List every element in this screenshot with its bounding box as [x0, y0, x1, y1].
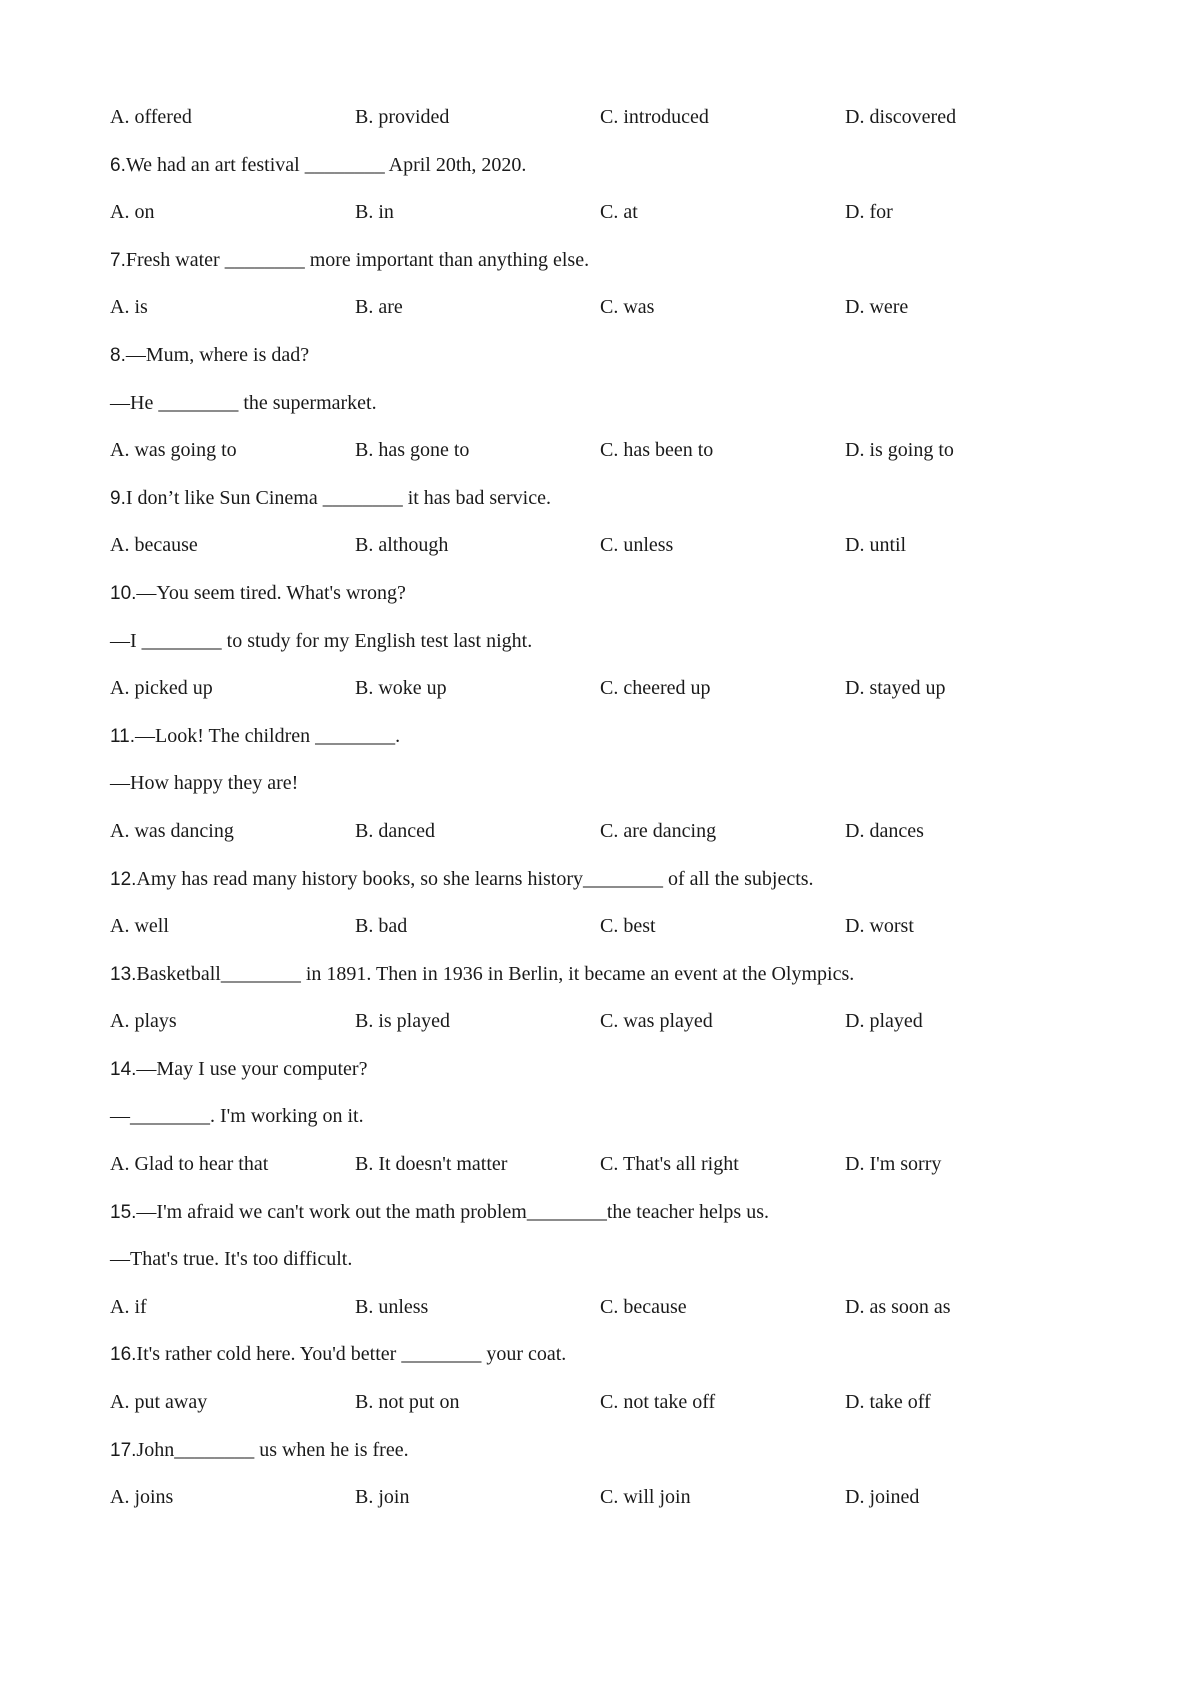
- option-a: A. if: [110, 1295, 147, 1318]
- options-row: [110, 1480, 1090, 1528]
- option-d: D. dances: [845, 819, 924, 842]
- question-13: [110, 957, 1090, 1005]
- option-d: D. were: [845, 296, 909, 319]
- option-b: B. provided: [355, 106, 450, 128]
- question-text: Amy has read many history books, so she learns history________ of all the subjects.: [136, 867, 814, 890]
- question-number: 14.: [110, 1058, 137, 1080]
- options-row: [110, 1385, 1090, 1433]
- question-number: 9.: [110, 487, 126, 509]
- options-row: [110, 528, 1090, 576]
- option-d: D. discovered: [845, 106, 957, 128]
- option-a: A. picked up: [110, 677, 213, 700]
- question-11: [110, 719, 1090, 767]
- option-a: A. was dancing: [110, 819, 234, 842]
- option-b: B. unless: [355, 1295, 429, 1318]
- question-6: [110, 148, 1090, 196]
- option-b: B. not put on: [355, 1391, 460, 1414]
- option-d: D. for: [845, 201, 893, 224]
- options-row: [110, 433, 1090, 481]
- question-10: [110, 576, 1090, 624]
- question-14: [110, 1052, 1090, 1100]
- option-d: D. until: [845, 534, 907, 557]
- option-a: A. was going to: [110, 439, 237, 462]
- option-c: C. was played: [600, 1010, 713, 1033]
- option-d: D. stayed up: [845, 677, 946, 700]
- dialogue-text: —How happy they are!: [110, 772, 299, 795]
- question-number: 7.: [110, 249, 126, 271]
- options-row: [110, 195, 1090, 243]
- option-b: B. is played: [355, 1010, 450, 1033]
- option-a: A. because: [110, 534, 198, 557]
- dialogue-text: —He ________ the supermarket.: [110, 391, 377, 414]
- dialogue-line: [110, 766, 1090, 814]
- options-row: [110, 1290, 1090, 1338]
- option-d: D. I'm sorry: [845, 1153, 942, 1176]
- question-number: 12.: [110, 868, 137, 890]
- option-d: D. is going to: [845, 439, 954, 462]
- question-text: It's rather cold here. You'd better ________ your coat.: [136, 1343, 567, 1366]
- question-number: 10.: [110, 582, 137, 604]
- option-b: B. has gone to: [355, 439, 470, 462]
- question-text: —Mum, where is dad?: [125, 343, 310, 366]
- question-text: —May I use your computer?: [136, 1057, 368, 1080]
- question-7: [110, 243, 1090, 291]
- option-c: C. was: [600, 296, 655, 319]
- options-row: [110, 100, 1090, 148]
- option-b: B. although: [355, 534, 449, 557]
- question-number: 8.: [110, 344, 126, 366]
- option-c: C. best: [600, 915, 656, 938]
- question-number: 16.: [110, 1344, 137, 1366]
- options-row: [110, 814, 1090, 862]
- option-a: A. offered: [110, 106, 192, 128]
- option-b: B. in: [355, 201, 394, 224]
- dialogue-line: [110, 386, 1090, 434]
- question-17: [110, 1433, 1090, 1481]
- question-number: 17.: [110, 1439, 137, 1461]
- question-16: [110, 1337, 1090, 1385]
- options-row: [110, 290, 1090, 338]
- question-text: —I'm afraid we can't work out the math problem________the teacher helps us.: [136, 1200, 769, 1223]
- dialogue-text: —I ________ to study for my English test last night.: [110, 629, 533, 652]
- option-a: A. well: [110, 915, 169, 938]
- option-a: A. put away: [110, 1391, 208, 1414]
- option-c: C. has been to: [600, 439, 714, 462]
- option-d: D. worst: [845, 915, 914, 938]
- option-a: A. joins: [110, 1486, 174, 1509]
- option-c: C. will join: [600, 1486, 691, 1509]
- options-row: [110, 1147, 1090, 1195]
- option-a: A. plays: [110, 1010, 177, 1033]
- option-b: B. are: [355, 296, 403, 319]
- option-c: C. unless: [600, 534, 674, 557]
- options-row: [110, 1004, 1090, 1052]
- option-c: C. That's all right: [600, 1153, 739, 1176]
- options-row: [110, 909, 1090, 957]
- question-text: Fresh water ________ more important than anything else.: [125, 248, 590, 271]
- exam-page: [110, 100, 1090, 1528]
- option-b: B. join: [355, 1486, 410, 1509]
- question-number: 13.: [110, 963, 137, 985]
- question-text: John________ us when he is free.: [136, 1438, 409, 1461]
- dialogue-text: —That's true. It's too difficult.: [110, 1248, 353, 1271]
- option-b: B. woke up: [355, 677, 447, 700]
- option-a: A. on: [110, 201, 155, 224]
- option-d: D. played: [845, 1010, 923, 1033]
- option-b: B. danced: [355, 819, 435, 842]
- question-text: —You seem tired. What's wrong?: [136, 581, 406, 604]
- options-row: [110, 671, 1090, 719]
- question-9: [110, 481, 1090, 529]
- option-c: C. at: [600, 201, 638, 224]
- question-15: [110, 1195, 1090, 1243]
- option-c: C. introduced: [600, 106, 709, 128]
- option-d: D. as soon as: [845, 1295, 951, 1318]
- option-b: B. It doesn't matter: [355, 1153, 508, 1176]
- dialogue-line: [110, 624, 1090, 672]
- option-a: A. is: [110, 296, 148, 319]
- question-8: [110, 338, 1090, 386]
- question-12: [110, 862, 1090, 910]
- option-c: C. cheered up: [600, 677, 711, 700]
- option-b: B. bad: [355, 915, 408, 938]
- option-c: C. not take off: [600, 1391, 716, 1414]
- option-d: D. take off: [845, 1391, 931, 1414]
- dialogue-text: —________. I'm working on it.: [110, 1105, 364, 1128]
- option-a: A. Glad to hear that: [110, 1153, 269, 1176]
- question-text: I don’t like Sun Cinema ________ it has bad service.: [125, 486, 551, 509]
- option-c: C. because: [600, 1295, 687, 1318]
- question-text: We had an art festival ________ April 20th, 2020.: [125, 153, 527, 176]
- dialogue-line: [110, 1242, 1090, 1290]
- question-number: 15.: [110, 1201, 137, 1223]
- dialogue-line: [110, 1099, 1090, 1147]
- option-c: C. are dancing: [600, 819, 717, 842]
- option-d: D. joined: [845, 1486, 920, 1509]
- question-text: —Look! The children ________.: [135, 724, 401, 747]
- question-text: Basketball________ in 1891. Then in 1936 in Berlin, it became an event at the Olympics.: [136, 962, 855, 985]
- question-number: 6.: [110, 154, 126, 176]
- question-number: 11.: [110, 725, 136, 747]
